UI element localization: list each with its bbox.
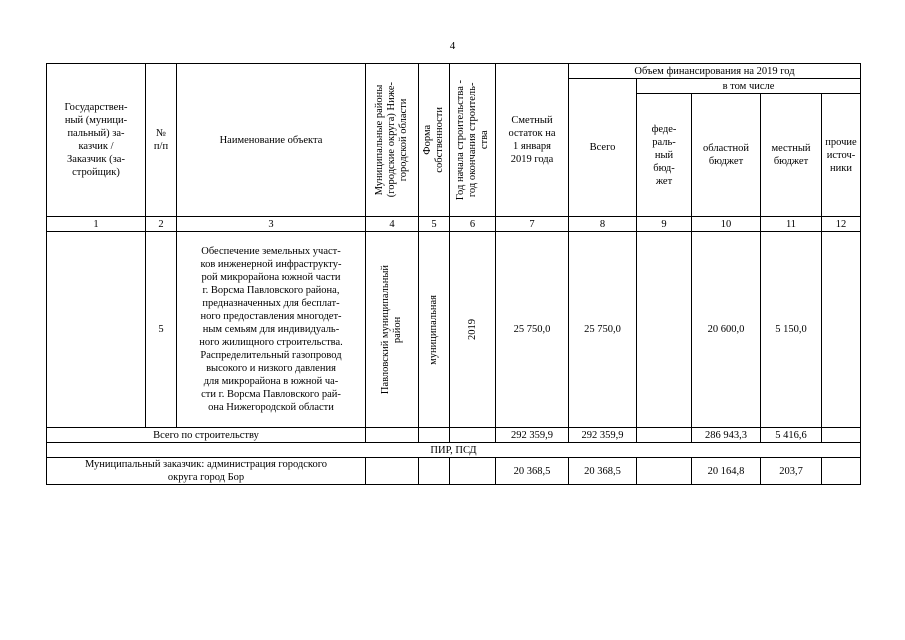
empty-cell xyxy=(366,458,419,485)
row5-year: 2019 xyxy=(450,232,496,428)
col-num: 12 xyxy=(822,217,861,232)
header-including: в том числе xyxy=(637,79,861,94)
header-regional: областной бюджет xyxy=(692,94,761,217)
col-num: 6 xyxy=(450,217,496,232)
row5-other xyxy=(822,232,861,428)
header-ownership: Форма собственности xyxy=(419,64,450,217)
section-title: ПИР, ПСД xyxy=(47,443,861,458)
total-local: 5 416,6 xyxy=(761,428,822,443)
header-other: прочие источ- ники xyxy=(822,94,861,217)
empty-cell xyxy=(637,458,692,485)
total-total: 292 359,9 xyxy=(569,428,637,443)
empty-cell xyxy=(450,428,496,443)
total-estimate: 292 359,9 xyxy=(496,428,569,443)
empty-cell xyxy=(419,458,450,485)
header-federal: феде- раль- ный бюд- жет xyxy=(637,94,692,217)
customer-label: Муниципальный заказчик: администрация городского округа город Бор xyxy=(47,458,366,485)
total-regional: 286 943,3 xyxy=(692,428,761,443)
col-num: 8 xyxy=(569,217,637,232)
header-customer: Государствен- ный (муници- пальный) за- казчик / Заказчик (за- стройщик) xyxy=(47,64,146,217)
section-row xyxy=(47,443,861,458)
empty-cell xyxy=(637,428,692,443)
header-num: № п/п xyxy=(146,64,177,217)
customer-row xyxy=(47,458,861,485)
empty-cell xyxy=(822,428,861,443)
header-financing: Объем финансирования на 2019 год xyxy=(569,64,861,79)
total-row xyxy=(47,428,861,443)
customer-regional: 20 164,8 xyxy=(692,458,761,485)
row5-regional: 20 600,0 xyxy=(692,232,761,428)
header-districts: Муниципальные районы (городские округа) Ниже- городской области xyxy=(366,64,419,217)
header-local: местный бюджет xyxy=(761,94,822,217)
header-estimate: Сметный остаток на 1 января 2019 года xyxy=(496,64,569,217)
header-years: Год начала строительства - год окончания строитель- ства xyxy=(450,64,496,217)
customer-estimate: 20 368,5 xyxy=(496,458,569,485)
row5-customer xyxy=(47,232,146,428)
col-num: 3 xyxy=(177,217,366,232)
table-row xyxy=(47,232,861,428)
empty-cell xyxy=(366,428,419,443)
customer-local: 203,7 xyxy=(761,458,822,485)
financing-table xyxy=(46,63,861,485)
col-num: 5 xyxy=(419,217,450,232)
row5-object: Обеспечение земельных участ- ков инженерной инфраструкту- рой микрорайона южной части г. Ворсма Павловского района, предназначенных для бесплат- ного предоставления многодет- ным семьям для индивидуаль- ного жилищного строительства. Распределительный газопровод высокого и низкого давления для микрорайона в южной ча- сти г. Ворсма Павловского рай- она Нижегородской области xyxy=(177,232,366,428)
row5-total: 25 750,0 xyxy=(569,232,637,428)
row5-estimate: 25 750,0 xyxy=(496,232,569,428)
empty-cell xyxy=(419,428,450,443)
row5-num: 5 xyxy=(146,232,177,428)
total-label: Всего по строительству xyxy=(47,428,366,443)
col-num: 1 xyxy=(47,217,146,232)
header-total: Всего xyxy=(569,79,637,217)
header-object: Наименование объекта xyxy=(177,64,366,217)
col-num: 10 xyxy=(692,217,761,232)
customer-total: 20 368,5 xyxy=(569,458,637,485)
empty-cell xyxy=(450,458,496,485)
row5-local: 5 150,0 xyxy=(761,232,822,428)
page-number: 4 xyxy=(449,40,456,52)
row5-district: Павловский муниципальный район xyxy=(366,232,419,428)
col-num: 9 xyxy=(637,217,692,232)
column-numbers-row xyxy=(47,217,861,232)
row5-ownership: муниципальная xyxy=(419,232,450,428)
col-num: 2 xyxy=(146,217,177,232)
empty-cell xyxy=(822,458,861,485)
col-num: 11 xyxy=(761,217,822,232)
col-num: 4 xyxy=(366,217,419,232)
col-num: 7 xyxy=(496,217,569,232)
row5-federal xyxy=(637,232,692,428)
